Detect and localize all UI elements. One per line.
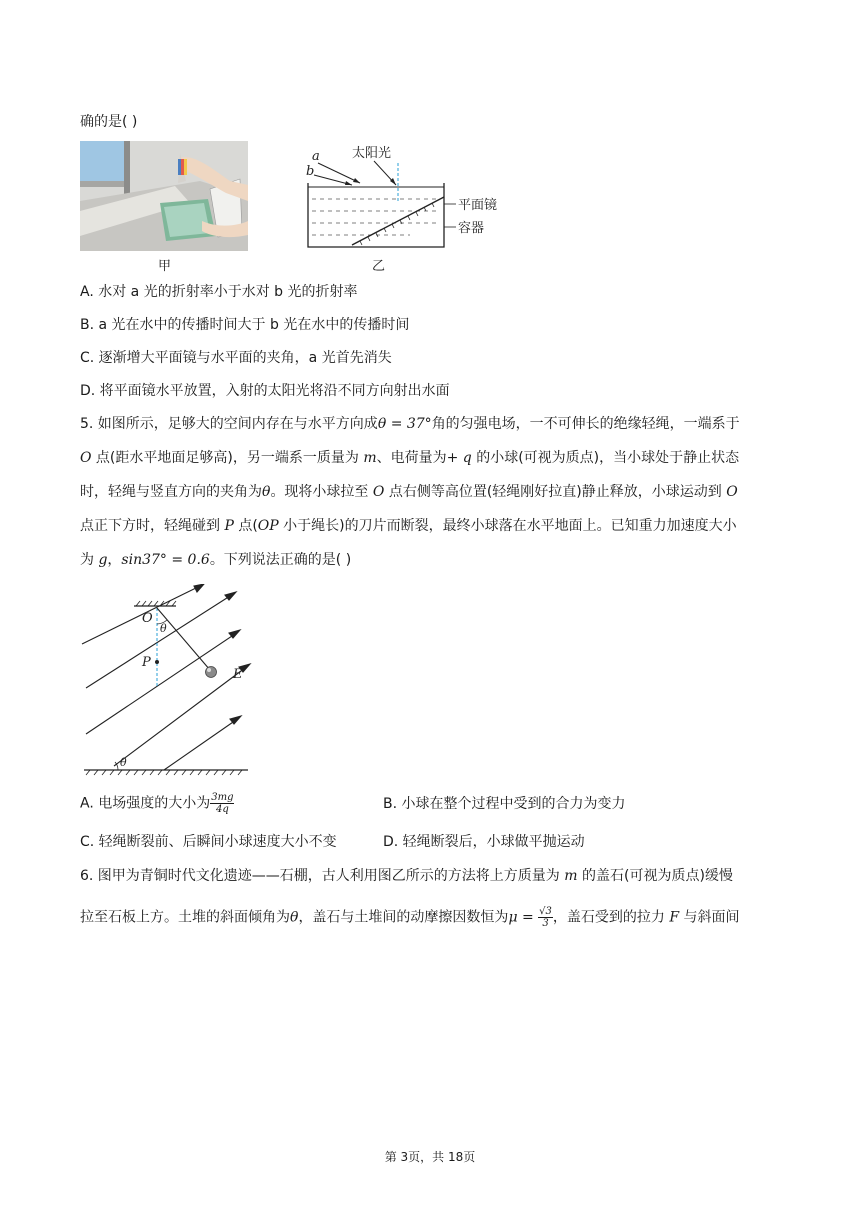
label-container: 容器: [458, 221, 485, 236]
page-footer: 第 3页，共 18页: [384, 1150, 476, 1164]
q5-stem-line2: O 点(距水平地面足够高)，另一端系一质量为 m、电荷量为+ q 的小球(可视为质点)，当小球处于静止状态: [80, 450, 740, 466]
q5-stem-line4: 点正下方时，轻绳碰到 P 点(OP 小于绳长)的刀片而断裂，最终小球落在水平地面上。已知重力加速度大小: [80, 518, 737, 534]
label-E: E: [233, 667, 243, 682]
q6-stem-line1: 6. 图甲为青铜时代文化遗迹——石棚，古人利用图乙所示的方法将上方质量为 m 的盖石(可视为质点)缓慢: [80, 868, 733, 884]
label-theta-ground: θ: [120, 756, 127, 769]
label-sunlight: 太阳光: [352, 146, 392, 161]
q5-option-d: D. 轻绳断裂后，小球做平抛运动: [383, 834, 585, 850]
label-P: P: [142, 655, 151, 670]
q4-option-c: C. 逐渐增大平面镜与水平面的夹角，a 光首先消失: [80, 350, 392, 366]
q5-option-a: A. 电场强度的大小为 $\frac{3mg}{4q}$: [80, 792, 234, 815]
q5-option-b: B. 小球在整个过程中受到的合力为变力: [383, 796, 626, 812]
label-theta-top: θ: [160, 622, 167, 635]
q6-stem-line2: 拉至石板上方。土堆的斜面倾角为θ，盖石与土堆间的动摩擦因数恒为μ = $\frac{√3}{3}$ ，盖石受到的拉力 F 与斜面间: [80, 906, 740, 929]
figure-yi: [300, 141, 515, 253]
q4-option-a: A. 水对 a 光的折射率小于水对 b 光的折射率: [80, 284, 358, 300]
label-mirror: 平面镜: [458, 198, 498, 213]
q5-stem-line1: 5. 如图所示，足够大的空间内存在与水平方向成θ = 37°角的匀强电场，一不可伸长的绝缘轻绳，一端系于: [80, 416, 740, 432]
fraction-sqrt3-3: $\frac{√3}{3}$: [539, 906, 552, 929]
q5-field-diagram: [80, 584, 255, 780]
q4-option-d: D. 将平面镜水平放置，入射的太阳光将沿不同方向射出水面: [80, 383, 450, 399]
q4-stem-tail: 确的是( ): [80, 114, 138, 130]
q4-option-b: B. a 光在水中的传播时间大于 b 光在水中的传播时间: [80, 317, 410, 333]
fig-jia-caption: 甲: [158, 259, 172, 274]
q5-stem-line5: 为 g，sin37° = 0.6。下列说法正确的是( ): [80, 552, 352, 568]
fraction-3mg-4q: $\frac{3mg}{4q}$: [211, 792, 234, 815]
fig-yi-caption: 乙: [372, 259, 386, 274]
label-b: b: [306, 164, 315, 179]
label-a: a: [312, 149, 320, 164]
figure-jia: [80, 141, 248, 251]
label-O: O: [142, 611, 153, 626]
q5-option-c: C. 轻绳断裂前、后瞬间小球速度大小不变: [80, 834, 337, 850]
q5-stem-line3: 时，轻绳与竖直方向的夹角为θ。现将小球拉至 O 点右侧等高位置(轻绳刚好拉直)静止释放，小球运动到 O: [80, 484, 738, 500]
